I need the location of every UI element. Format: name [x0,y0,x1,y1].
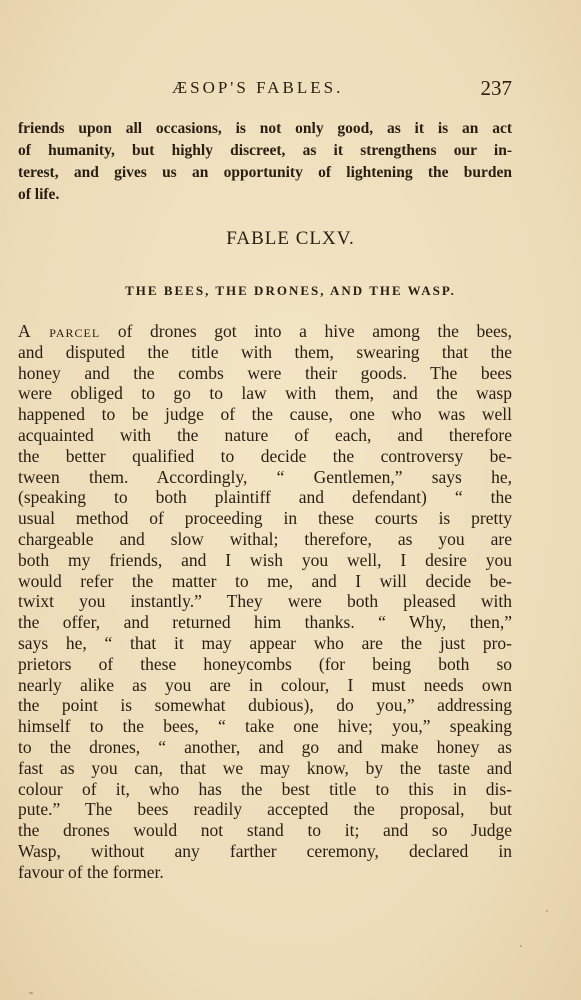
continued-paragraph [18,118,512,206]
text-line: terest, and gives us an opportunity of lightening the burden [18,164,512,181]
text-line: the point is somewhat dubious), do you,” addressing [18,695,512,716]
paper-speck [29,992,33,994]
page-number: 237 [480,76,512,100]
text-line: the better qualified to decide the controversy be- [18,445,512,466]
text-line: Wasp, without any farther ceremony, declared in [18,840,512,861]
text-line: himself to the bees, “ take one hive; you,” speaking [18,716,512,737]
text-line: of humanity, but highly discreet, as it strengthens our in- [18,142,512,159]
page-header [18,76,512,102]
text-line: fast as you can, that we may know, by the taste and [18,757,512,778]
running-title: ÆSOP'S FABLES. [172,78,344,97]
text-line: of life. [18,186,60,203]
text-line: (speaking to both plaintiff and defendant) “ the [18,487,512,508]
fable-body [18,321,512,883]
text-line: favour of the former. [18,861,164,882]
text-line: the drones would not stand to it; and so Judge [18,820,512,841]
text-line: usual method of proceeding in these courts is pretty [18,508,512,529]
text-line-rest: of drones got into a hive among the bees, [100,321,512,341]
text-line [18,321,512,342]
text-line: chargeable and slow withal; therefore, as you are [18,528,512,549]
text-line: pute.” The bees readily accepted the proposal, but [18,799,512,820]
paper-speck [520,945,522,947]
text-line: honey and the combs were their goods. The bees [18,362,512,383]
text-line: the offer, and returned him thanks. “ Why, then,” [18,612,512,633]
text-line: to the drones, “ another, and go and make honey as [18,736,512,757]
fable-title-heading: THE BEES, THE DRONES, AND THE WASP. [125,283,456,298]
text-line: happened to be judge of the cause, one who was well [18,404,512,425]
text-line: colour of it, who has the best title to this in dis- [18,778,512,799]
text-line: twixt you instantly.” They were both pleased with [18,591,512,612]
text-line: says he, “ that it may appear who are the just pro- [18,632,512,653]
opening-words: A parcel [18,321,101,341]
text-line: and disputed the title with them, swearing that the [18,341,512,362]
text-line: acquainted with the nature of each, and therefore [18,424,512,445]
text-line: friends upon all occasions, is not only good, as it is an act [18,120,512,137]
text-line: were obliged to go to law with them, and the wasp [18,383,512,404]
text-line: nearly alike as you are in colour, I must needs own [18,674,512,695]
text-line: both my friends, and I wish you well, I desire you [18,549,512,570]
paper-speck [546,910,548,912]
text-line: would refer the matter to me, and I will decide be- [18,570,512,591]
text-line: prietors of these honeycombs (for being both so [18,653,512,674]
fable-number-heading: FABLE CLXV. [226,228,355,249]
text-line: tween them. Accordingly, “ Gentlemen,” says he, [18,466,512,487]
